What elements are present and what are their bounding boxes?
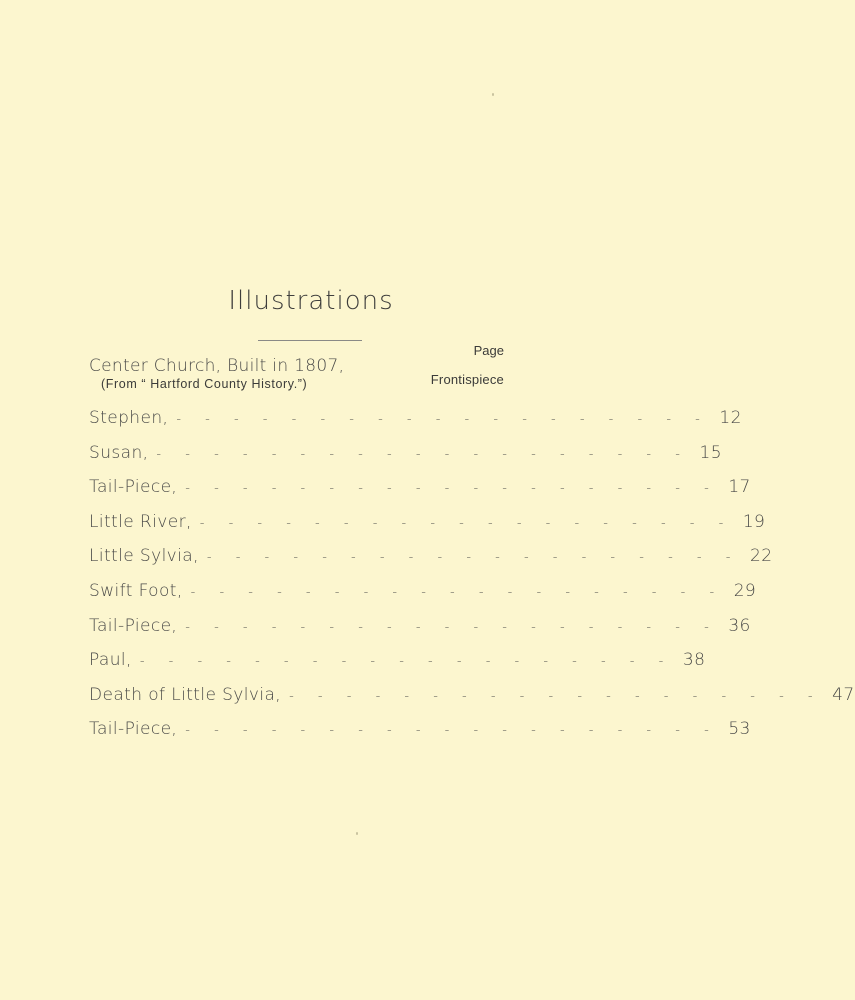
list-item xyxy=(89,580,757,616)
list-item xyxy=(89,511,766,547)
frontispiece-source: (From “ Hartford County History.”) xyxy=(101,377,308,391)
page-column-header: Page xyxy=(473,343,504,358)
dot-leader: - - - - - - - - - - - - - - - - - - - xyxy=(139,654,674,670)
list-item xyxy=(89,615,751,651)
illustrations-list xyxy=(89,408,855,754)
entry-page: 17 xyxy=(728,477,751,498)
dot-leader: - - - - - - - - - - - - - - - - - - - xyxy=(199,515,734,531)
list-item xyxy=(89,477,751,512)
dot-leader: - - - - - - - - - - - - - - - - - - - xyxy=(190,584,725,600)
paper-speck xyxy=(492,93,494,96)
dot-leader: - - - - - - - - - - - - - - - - - - - xyxy=(289,688,823,704)
dot-leader: - - - - - - - - - - - - - - - - - - - xyxy=(176,412,710,427)
entry-page: 22 xyxy=(749,546,773,567)
entry-page: 29 xyxy=(733,580,757,601)
frontispiece-title: Center Church, Built in 1807, xyxy=(89,356,345,376)
entry-page: 47 xyxy=(832,684,855,705)
entry-label: Little River, xyxy=(89,511,192,532)
entry-label: Tail-Piece, xyxy=(89,477,178,498)
entry-page: 53 xyxy=(728,719,751,740)
entry-label: Swift Foot, xyxy=(89,580,183,601)
entry-page: 19 xyxy=(742,511,766,532)
page-title: Illustrations xyxy=(228,286,394,316)
frontispiece-page: Frontispiece xyxy=(430,372,504,387)
paper-speck xyxy=(356,832,358,835)
list-item xyxy=(89,546,773,581)
title-rule xyxy=(258,340,362,341)
entry-page: 36 xyxy=(728,615,751,636)
entry-label: Susan, xyxy=(89,442,149,463)
dot-leader: - - - - - - - - - - - - - - - - - - - xyxy=(185,619,719,635)
entry-page: 12 xyxy=(719,408,742,428)
entry-label: Paul, xyxy=(89,650,132,671)
list-item xyxy=(89,719,751,754)
entry-label: Stephen, xyxy=(89,408,169,428)
dot-leader: - - - - - - - - - - - - - - - - - - - xyxy=(185,723,719,739)
entry-label: Little Sylvia, xyxy=(89,546,199,567)
dot-leader: - - - - - - - - - - - - - - - - - - - xyxy=(206,550,741,566)
entry-label: Tail-Piece, xyxy=(89,615,178,636)
entry-label: Death of Little Sylvia, xyxy=(89,684,282,705)
entry-label: Tail-Piece, xyxy=(89,719,178,740)
list-item xyxy=(89,442,722,478)
list-item xyxy=(89,650,706,685)
entry-page: 15 xyxy=(699,442,722,463)
list-item xyxy=(89,408,742,443)
dot-leader: - - - - - - - - - - - - - - - - - - - xyxy=(156,446,690,462)
list-item xyxy=(89,684,855,720)
entry-page: 38 xyxy=(682,650,706,671)
frontispiece-entry xyxy=(89,356,504,391)
dot-leader: - - - - - - - - - - - - - - - - - - - xyxy=(185,481,719,497)
